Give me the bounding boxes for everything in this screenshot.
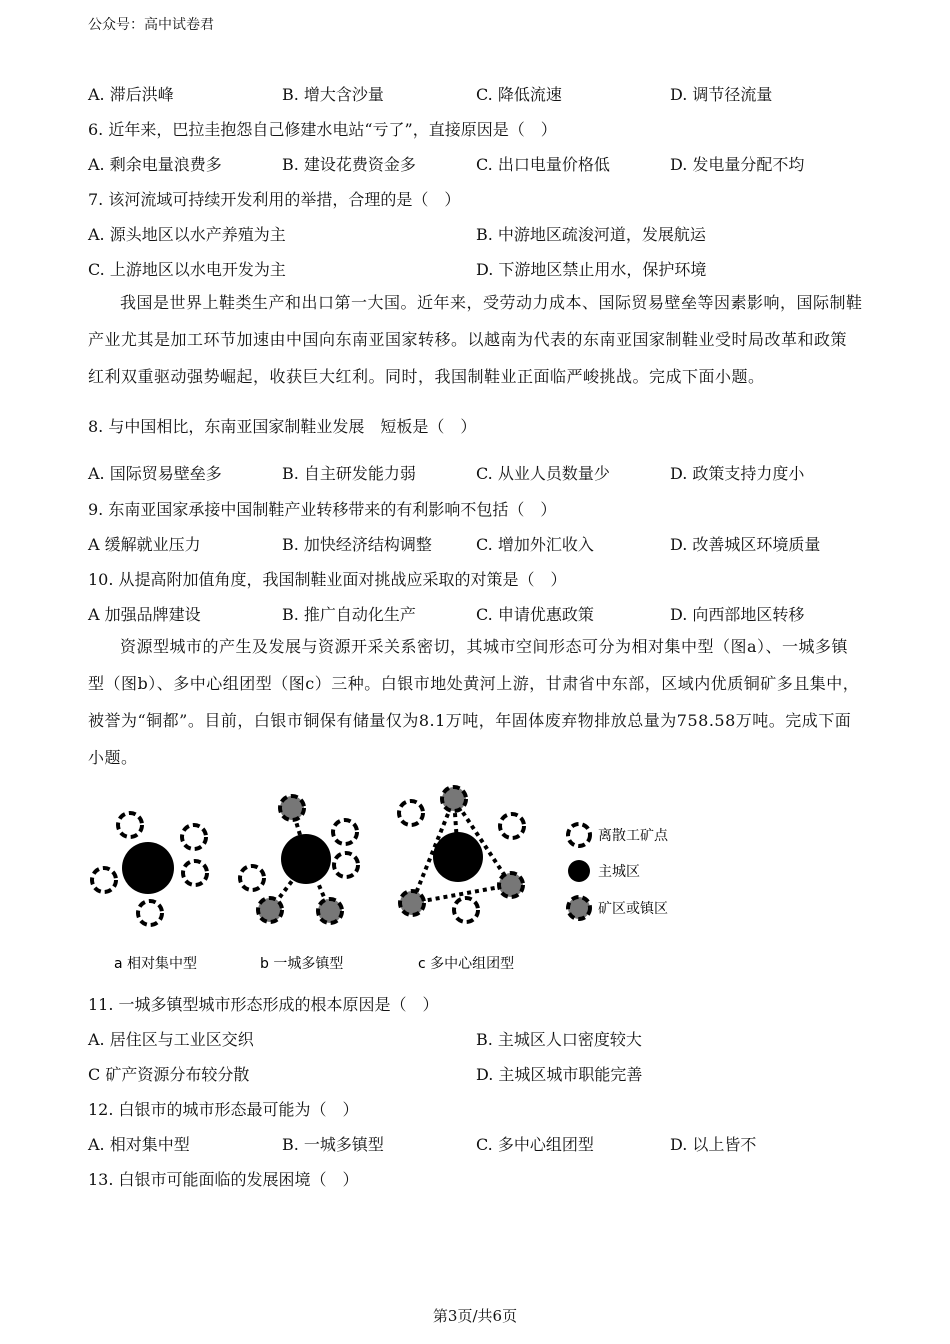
- q6-option-b: B. 建设花费资金多: [282, 155, 416, 174]
- q5-option-a: A. 滞后洪峰: [88, 85, 174, 104]
- q8-stem: 8. 与中国相比，东南亚国家制鞋业发展 短板是（ ）: [88, 417, 477, 436]
- passage-shoe-industry: 我国是世界上鞋类生产和出口第一大国。近年来，受劳动力成本、国际贸易壁垒等因素影响，国际制鞋产业尤其是加工环节加速由中国向东南亚国家转移。以越南为代表的东南亚国家制鞋业受时局改革和政策红利双重驱动强势崛起，收获巨大红利。同时，我国制鞋业正面临严峻挑战。完成下面小题。: [88, 293, 863, 386]
- figure-b-caption: b 一城多镇型: [260, 956, 344, 972]
- scattered-mine-marker: [138, 901, 162, 925]
- scattered-mine-marker: [334, 853, 358, 877]
- q8-option-d: D. 政策支持力度小: [670, 464, 805, 483]
- q11-option-c: C 矿产资源分布较分散: [88, 1065, 250, 1084]
- scattered-mine-marker: [182, 825, 206, 849]
- q12-option-c: C. 多中心组团型: [476, 1135, 594, 1154]
- q11-stem: 11. 一城多镇型城市形态形成的根本原因是（ ）: [88, 995, 439, 1014]
- q6-option-d: D. 发电量分配不均: [670, 155, 805, 174]
- q12-option-a: A. 相对集中型: [88, 1135, 190, 1154]
- scattered-mine-marker: [399, 801, 423, 825]
- q5-option-c: C. 降低流速: [476, 85, 562, 104]
- q10-option-c: C. 申请优惠政策: [476, 605, 594, 624]
- mining-town-marker: [258, 898, 282, 922]
- figure-a-caption: a 相对集中型: [114, 956, 198, 972]
- mining-town-marker: [499, 873, 523, 897]
- main-urban-area-marker: [281, 834, 331, 884]
- q9-stem: 9. 东南亚国家承接中国制鞋产业转移带来的有利影响不包括（ ）: [88, 500, 557, 519]
- scattered-mine-marker: [183, 861, 207, 885]
- city-form-figure: [80, 785, 700, 980]
- figure-c-diagram: [399, 787, 524, 922]
- page-header: 公众号：高中试卷君: [88, 17, 214, 33]
- q10-option-a: A 加强品牌建设: [88, 605, 201, 624]
- q8-option-c: C. 从业人员数量少: [476, 464, 610, 483]
- main-urban-area-marker: [122, 842, 174, 894]
- mining-town-marker: [280, 796, 304, 820]
- q8-option-a: A. 国际贸易壁垒多: [88, 464, 222, 483]
- q7-option-c: C. 上游地区以水电开发为主: [88, 260, 286, 279]
- q8-option-b: B. 自主研发能力弱: [282, 464, 416, 483]
- page-number: 第3页/共6页: [432, 1307, 518, 1325]
- q9-option-b: B. 加快经济结构调整: [282, 535, 432, 554]
- figure-legend: [568, 824, 669, 919]
- q10-stem: 10. 从提高附加值角度，我国制鞋业面对挑战应采取的对策是（ ）: [88, 570, 567, 589]
- q11-option-d: D. 主城区城市职能完善: [476, 1065, 643, 1084]
- scattered-mine-marker: [333, 820, 357, 844]
- scattered-mine-marker: [240, 866, 264, 890]
- scattered-mine-marker: [92, 868, 116, 892]
- q9-option-a: A 缓解就业压力: [88, 535, 201, 554]
- q5-option-b: B. 增大含沙量: [282, 85, 384, 104]
- mining-town-marker: [400, 891, 424, 915]
- q6-option-a: A. 剩余电量浪费多: [88, 155, 222, 174]
- q11-option-b: B. 主城区人口密度较大: [476, 1030, 642, 1049]
- main-urban-area-marker: [433, 832, 483, 882]
- legend-mining-town: 矿区或镇区: [598, 901, 668, 917]
- scattered-mine-marker: [500, 814, 524, 838]
- legend-main-urban: 主城区: [598, 864, 640, 880]
- mining-town-marker: [442, 787, 466, 811]
- scattered-mine-marker: [118, 813, 142, 837]
- figure-a-diagram: [92, 813, 207, 925]
- passage-resource-city: 资源型城市的产生及发展与资源开采关系密切，其城市空间形态可分为相对集中型（图a）、一城多镇型（图b）、多中心组团型（图c）三种。白银市地处黄河上游，甘肃省中东部，区域内优质铜矿多且集中，被誉为“铜都”。目前，白银市铜保有储量仅为8.1万吨，年固体废弃物排放总量为758.58万吨。完成下面小题。: [88, 637, 860, 767]
- q10-option-b: B. 推广自动化生产: [282, 605, 416, 624]
- q12-option-b: B. 一城多镇型: [282, 1135, 384, 1154]
- q12-stem: 12. 白银市的城市形态最可能为（ ）: [88, 1100, 359, 1119]
- q13-stem: 13. 白银市可能面临的发展困境（ ）: [88, 1170, 359, 1189]
- q7-option-b: B. 中游地区疏浚河道，发展航运: [476, 225, 706, 244]
- q9-option-d: D. 改善城区环境质量: [670, 535, 821, 554]
- q12-option-d: D. 以上皆不: [670, 1135, 757, 1154]
- legend-scattered-mine: 离散工矿点: [598, 828, 668, 844]
- q6-option-c: C. 出口电量价格低: [476, 155, 610, 174]
- q6-stem: 6. 近年来，巴拉圭抱怨自己修建水电站“亏了”，直接原因是（ ）: [88, 120, 557, 139]
- q7-option-d: D. 下游地区禁止用水，保护环境: [476, 260, 707, 279]
- scattered-mine-marker: [454, 898, 478, 922]
- q10-option-d: D. 向西部地区转移: [670, 605, 805, 624]
- figure-c-caption: c 多中心组团型: [418, 956, 515, 972]
- q9-option-c: C. 增加外汇收入: [476, 535, 594, 554]
- q11-option-a: A. 居住区与工业区交织: [88, 1030, 254, 1049]
- q5-option-d: D. 调节径流量: [670, 85, 773, 104]
- figure-b-diagram: [240, 796, 358, 923]
- q7-stem: 7. 该河流域可持续开发利用的举措，合理的是（ ）: [88, 190, 461, 209]
- q7-option-a: A. 源头地区以水产养殖为主: [88, 225, 286, 244]
- mining-town-marker: [318, 899, 342, 923]
